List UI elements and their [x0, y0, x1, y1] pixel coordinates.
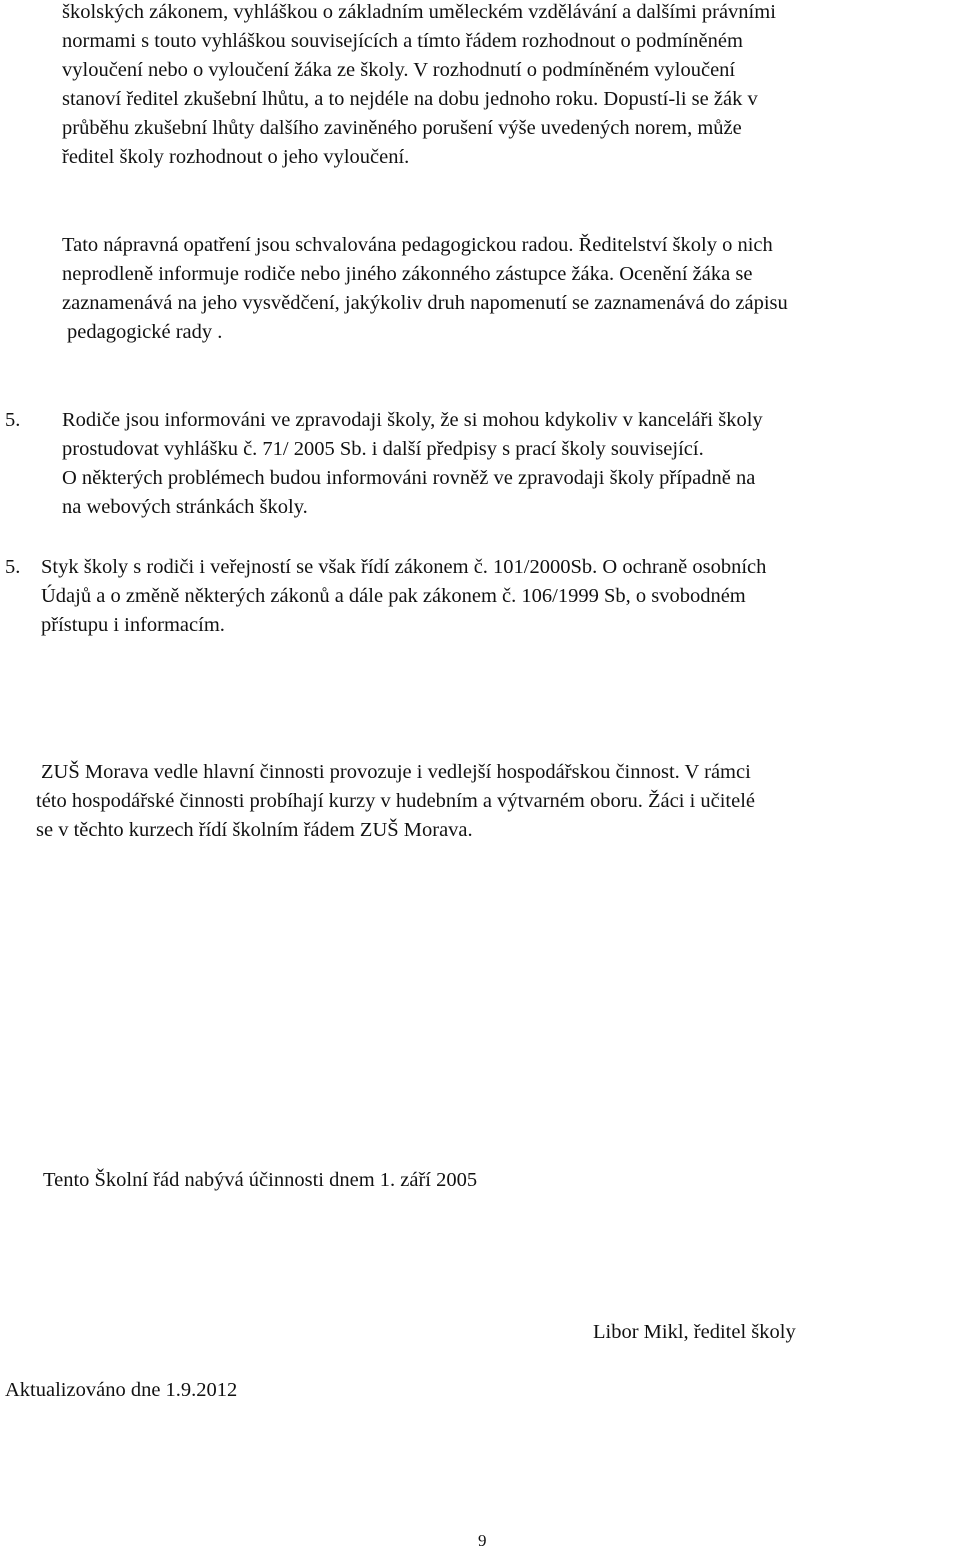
text-line: Tato nápravná opatření jsou schvalována pedagogickou radou. Ředitelství školy o nich	[62, 234, 773, 256]
text-line: této hospodářské činnosti probíhají kurzy v hudebním a výtvarném oboru. Žáci i učitelé	[36, 790, 756, 812]
updated-date: Aktualizováno dne 1.9.2012	[5, 1379, 238, 1401]
item-number: 5.	[5, 556, 21, 578]
text-line: Údajů a o změně některých zákonů a dále pak zákonem č. 106/1999 Sb, o svobodném	[41, 585, 746, 607]
text-line: normami s touto vyhláškou souvisejících a tímto řádem rozhodnout o podmíněném	[62, 30, 743, 52]
text-line: se v těchto kurzech řídí školním řádem ZUŠ Morava.	[36, 819, 473, 841]
effective-date: Tento Školní řád nabývá účinnosti dnem 1. září 2005	[43, 1169, 478, 1191]
text-line: ředitel školy rozhodnout o jeho vyloučení.	[62, 146, 410, 168]
text-line: stanoví ředitel zkušební lhůtu, a to nejdéle na dobu jednoho roku. Dopustí-li se žák v	[62, 88, 758, 110]
text-line: pedagogické rady .	[67, 321, 223, 343]
text-line: vyloučení nebo o vyloučení žáka ze školy. V rozhodnutí o podmíněném vyloučení	[62, 59, 736, 81]
text-line: prostudovat vyhlášku č. 71/ 2005 Sb. i další předpisy s prací školy související.	[62, 438, 704, 460]
page-number: 9	[478, 1531, 487, 1550]
signature: Libor Mikl, ředitel školy	[593, 1321, 796, 1343]
text-line: průběhu zkušební lhůty dalšího zaviněného porušení výše uvedených norem, může	[62, 117, 742, 139]
text-line: Styk školy s rodiči i veřejností se však řídí zákonem č. 101/2000Sb. O ochraně osobních	[41, 556, 767, 578]
text-line: školských zákonem, vyhláškou o základním uměleckém vzdělávání a dalšími právními	[62, 1, 776, 23]
text-line: neprodleně informuje rodiče nebo jiného zákonného zástupce žáka. Ocenění žáka se	[62, 263, 753, 285]
text-line: Rodiče jsou informováni ve zpravodaji školy, že si mohou kdykoliv v kanceláři školy	[62, 409, 763, 431]
item-number: 5.	[5, 409, 21, 431]
text-line: přístupu i informacím.	[41, 614, 225, 636]
text-line: zaznamenává na jeho vysvědčení, jakýkoliv druh napomenutí se zaznamenává do zápisu	[62, 292, 788, 314]
text-line: ZUŠ Morava vedle hlavní činnosti provozuje i vedlejší hospodářskou činnost. V rámci	[41, 761, 751, 783]
text-line: na webových stránkách školy.	[62, 496, 308, 518]
text-line: O některých problémech budou informováni rovněž ve zpravodaji školy případně na	[62, 467, 756, 489]
